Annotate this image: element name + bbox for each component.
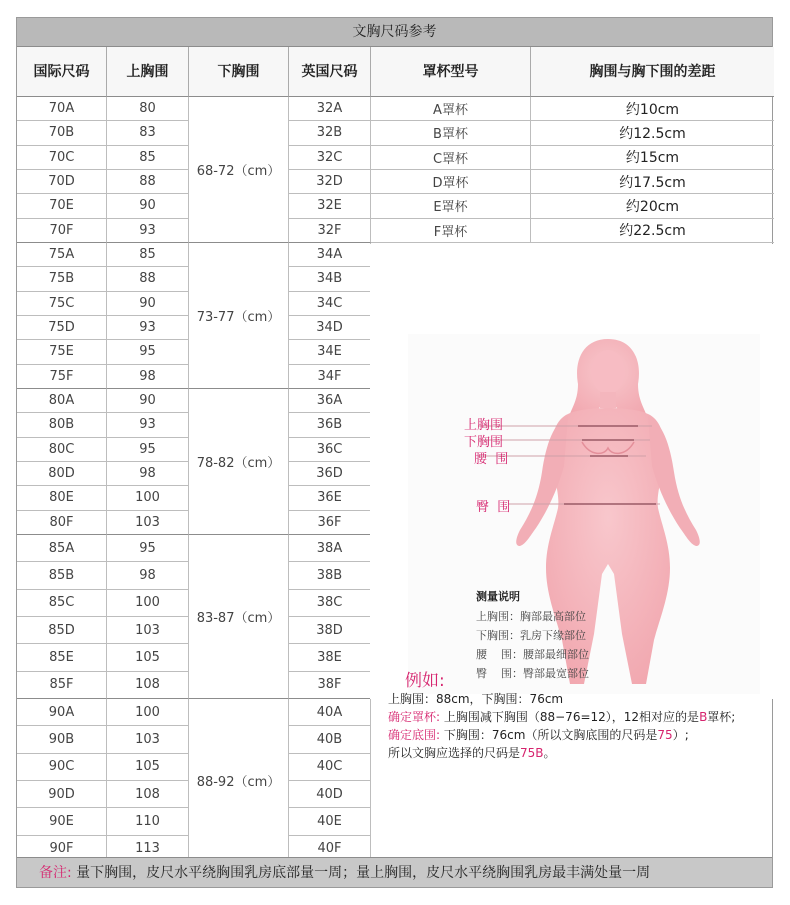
intl-size-cell: 75A: [17, 243, 107, 267]
measure-note: 下胸围：乳房下缘部位: [476, 629, 586, 642]
uk-size-cell: 34E: [289, 340, 371, 364]
uk-size-cell: 34B: [289, 267, 371, 291]
upper-bust-cell: 95: [107, 438, 189, 462]
intl-size-cell: 90B: [17, 726, 107, 753]
upper-bust-cell: 98: [107, 365, 189, 389]
upper-bust-cell: 88: [107, 170, 189, 194]
upper-bust-cell: 100: [107, 590, 189, 617]
page-title: 文胸尺码参考: [17, 18, 772, 47]
upper-bust-cell: 83: [107, 121, 189, 145]
cup-type-cell: B罩杯: [371, 121, 531, 145]
cup-difference-cell: 约22.5cm: [531, 219, 774, 243]
cup-type-cell: A罩杯: [371, 97, 531, 121]
uk-size-cell: 38F: [289, 672, 371, 699]
upper-bust-cell: 88: [107, 267, 189, 291]
column-header: 下胸围: [189, 47, 289, 97]
upper-bust-cell: 93: [107, 413, 189, 437]
under-bust-range: 78-82（cm）: [189, 389, 289, 535]
intl-size-cell: 85E: [17, 644, 107, 671]
upper-bust-cell: 100: [107, 486, 189, 510]
uk-size-cell: 36A: [289, 389, 371, 413]
upper-bust-cell: 105: [107, 644, 189, 671]
uk-size-cell: 36D: [289, 462, 371, 486]
under-bust-range: 88-92（cm）: [189, 699, 289, 863]
intl-size-cell: 70B: [17, 121, 107, 145]
intl-size-cell: 90D: [17, 781, 107, 808]
footer-note: 备注: 量下胸围，皮尺水平绕胸围乳房底部量一周；量上胸围，皮尺水平绕胸围乳房最丰满处量一周: [17, 857, 772, 887]
uk-size-cell: 32F: [289, 219, 371, 243]
column-header: 英国尺码: [289, 47, 371, 97]
intl-size-cell: 80C: [17, 438, 107, 462]
upper-bust-cell: 98: [107, 462, 189, 486]
upper-bust-cell: 85: [107, 243, 189, 267]
upper-bust-cell: 100: [107, 699, 189, 726]
cup-type-cell: D罩杯: [371, 170, 531, 194]
intl-size-cell: 75F: [17, 365, 107, 389]
uk-size-cell: 36C: [289, 438, 371, 462]
uk-size-cell: 34D: [289, 316, 371, 340]
upper-bust-cell: 113: [107, 836, 189, 863]
label-hip: 臀 围: [476, 500, 511, 515]
uk-size-cell: 32C: [289, 146, 371, 170]
under-bust-range: 83-87（cm）: [189, 535, 289, 699]
under-bust-range: 73-77（cm）: [189, 243, 289, 389]
cup-type-cell: F罩杯: [371, 219, 531, 243]
intl-size-cell: 75C: [17, 292, 107, 316]
under-bust-range: 68-72（cm）: [189, 97, 289, 243]
intl-size-cell: 85D: [17, 617, 107, 644]
intl-size-cell: 75D: [17, 316, 107, 340]
uk-size-cell: 40C: [289, 754, 371, 781]
intl-size-cell: 80F: [17, 511, 107, 535]
upper-bust-cell: 95: [107, 340, 189, 364]
uk-size-cell: 38E: [289, 644, 371, 671]
uk-size-cell: 40F: [289, 836, 371, 863]
intl-size-cell: 85C: [17, 590, 107, 617]
example-line: 确定罩杯: 上胸围减下胸围（88−76=12），12相对应的是B罩杯;: [388, 710, 736, 724]
intl-size-cell: 80D: [17, 462, 107, 486]
intl-size-cell: 75B: [17, 267, 107, 291]
uk-size-cell: 38C: [289, 590, 371, 617]
intl-size-cell: 75E: [17, 340, 107, 364]
uk-size-cell: 38D: [289, 617, 371, 644]
upper-bust-cell: 103: [107, 726, 189, 753]
uk-size-cell: 40A: [289, 699, 371, 726]
uk-size-cell: 38A: [289, 535, 371, 562]
intl-size-cell: 70F: [17, 219, 107, 243]
upper-bust-cell: 103: [107, 617, 189, 644]
upper-bust-cell: 105: [107, 754, 189, 781]
measure-note: 上胸围：胸部最高部位: [476, 610, 586, 623]
upper-bust-cell: 93: [107, 219, 189, 243]
label-waist: 腰 围: [474, 452, 509, 467]
upper-bust-cell: 90: [107, 389, 189, 413]
upper-bust-cell: 108: [107, 781, 189, 808]
uk-size-cell: 34A: [289, 243, 371, 267]
measurement-figure-area: [370, 244, 773, 699]
intl-size-cell: 80A: [17, 389, 107, 413]
cup-type-cell: E罩杯: [371, 194, 531, 218]
uk-size-cell: 32A: [289, 97, 371, 121]
intl-size-cell: 70C: [17, 146, 107, 170]
column-header: 上胸围: [107, 47, 189, 97]
uk-size-cell: 32D: [289, 170, 371, 194]
uk-size-cell: 34C: [289, 292, 371, 316]
upper-bust-cell: 108: [107, 672, 189, 699]
intl-size-cell: 90C: [17, 754, 107, 781]
measure-note-title: 测量说明: [476, 590, 520, 603]
upper-bust-cell: 110: [107, 808, 189, 835]
intl-size-cell: 90E: [17, 808, 107, 835]
example-line: 确定底围: 下胸围：76cm（所以文胸底围的尺码是75）;: [388, 728, 689, 742]
uk-size-cell: 40E: [289, 808, 371, 835]
intl-size-cell: 70A: [17, 97, 107, 121]
intl-size-cell: 85F: [17, 672, 107, 699]
cup-type-cell: C罩杯: [371, 146, 531, 170]
intl-size-cell: 85A: [17, 535, 107, 562]
intl-size-cell: 90A: [17, 699, 107, 726]
example-title: 例如:: [405, 671, 445, 691]
upper-bust-cell: 103: [107, 511, 189, 535]
uk-size-cell: 40D: [289, 781, 371, 808]
upper-bust-cell: 85: [107, 146, 189, 170]
cup-difference-cell: 约12.5cm: [531, 121, 774, 145]
intl-size-cell: 70E: [17, 194, 107, 218]
intl-size-cell: 90F: [17, 836, 107, 863]
example-line: 上胸围：88cm，下胸围：76cm: [388, 692, 564, 706]
intl-size-cell: 70D: [17, 170, 107, 194]
upper-bust-cell: 93: [107, 316, 189, 340]
intl-size-cell: 80E: [17, 486, 107, 510]
uk-size-cell: 36F: [289, 511, 371, 535]
uk-size-cell: 32B: [289, 121, 371, 145]
intl-size-cell: 85B: [17, 562, 107, 589]
upper-bust-cell: 90: [107, 292, 189, 316]
uk-size-cell: 36E: [289, 486, 371, 510]
column-header: 国际尺码: [17, 47, 107, 97]
uk-size-cell: 34F: [289, 365, 371, 389]
size-chart: [16, 17, 773, 888]
uk-size-cell: 32E: [289, 194, 371, 218]
intl-size-cell: 80B: [17, 413, 107, 437]
upper-bust-cell: 80: [107, 97, 189, 121]
cup-difference-cell: 约17.5cm: [531, 170, 774, 194]
measure-note: 腰 围：腰部最细部位: [476, 648, 589, 661]
cup-difference-cell: 约20cm: [531, 194, 774, 218]
uk-size-cell: 40B: [289, 726, 371, 753]
column-header: 胸围与胸下围的差距: [531, 47, 774, 97]
cup-difference-cell: 约15cm: [531, 146, 774, 170]
uk-size-cell: 36B: [289, 413, 371, 437]
measure-note: 臀 围：臀部最宽部位: [476, 667, 589, 680]
label-under-bust: 下胸围: [464, 435, 504, 450]
upper-bust-cell: 95: [107, 535, 189, 562]
upper-bust-cell: 98: [107, 562, 189, 589]
cup-difference-cell: 约10cm: [531, 97, 774, 121]
label-upper-bust: 上胸围: [464, 418, 504, 433]
upper-bust-cell: 90: [107, 194, 189, 218]
column-header: 罩杯型号: [371, 47, 531, 97]
example-line: 所以文胸应选择的尺码是75B。: [388, 746, 556, 760]
uk-size-cell: 38B: [289, 562, 371, 589]
